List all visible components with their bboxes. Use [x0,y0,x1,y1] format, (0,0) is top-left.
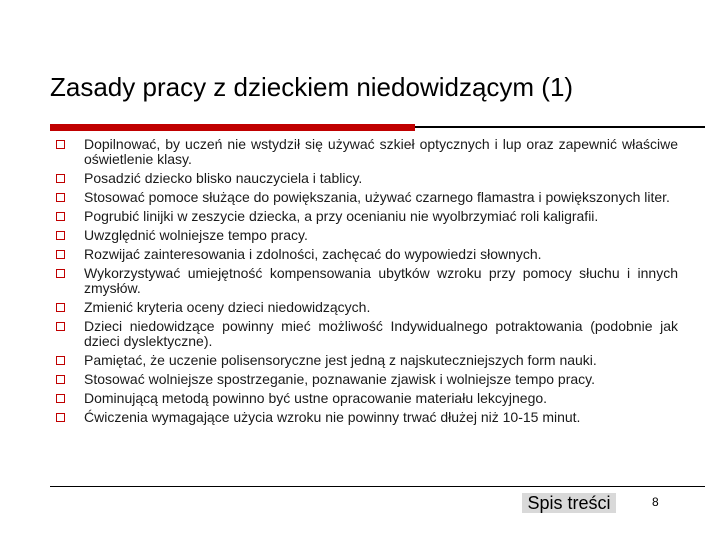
slide-title: Zasady pracy z dzieckiem niedowidzącym (1) [50,72,574,102]
list-item [56,266,678,296]
title-accent-bar [50,124,415,131]
square-bullet-icon [56,375,65,384]
square-bullet-icon [56,269,65,278]
list-item [56,319,678,349]
list-item [56,171,678,186]
list-item [56,247,678,262]
list-item-text: Dopilnować, by uczeń nie wstydził się używać szkieł optycznych i lup oraz zapewnić właściwe oświetlenie klasy. [84,136,678,167]
square-bullet-icon [56,174,65,183]
square-bullet-icon [56,322,65,331]
list-item-text: Pogrubić linijki w zeszycie dziecka, a przy ocenianiu nie wyolbrzymiać roli kaligrafii. [84,208,599,224]
square-bullet-icon [56,212,65,221]
list-item-text: Wykorzystywać umiejętność kompensowania ubytków wzroku przy pomocy słuchu i innych zmysłów. [84,265,678,296]
list-item [56,410,678,425]
square-bullet-icon [56,140,65,149]
square-bullet-icon [56,193,65,202]
square-bullet-icon [56,394,65,403]
list-item [56,353,678,368]
list-item [56,228,678,243]
footer-divider [50,486,705,487]
toc-link-button[interactable]: Spis treści [522,493,616,513]
square-bullet-icon [56,303,65,312]
list-item [56,137,678,167]
list-item [56,300,678,315]
square-bullet-icon [56,231,65,240]
square-bullet-icon [56,250,65,259]
list-item [56,372,678,387]
list-item [56,391,678,406]
list-item-text: Pamiętać, że uczenie polisensoryczne jest jedną z najskuteczniejszych form nauki. [84,352,597,368]
list-item [56,209,678,224]
page-number: 8 [652,495,659,509]
list-item-text: Posadzić dziecko blisko nauczyciela i tablicy. [84,170,363,186]
list-item-text: Stosować pomoce służące do powiększania, używać czarnego flamastra i powiększonych liter. [84,189,670,205]
list-item-text: Rozwijać zainteresowania i zdolności, zachęcać do wypowiedzi słownych. [84,246,542,262]
list-item-text: Dzieci niedowidzące powinny mieć możliwość Indywidualnego potraktowania (podobnie jak dzieci dyslektyczne). [84,318,678,349]
list-item-text: Dominującą metodą powinno być ustne opracowanie materiału lekcyjnego. [84,390,548,406]
square-bullet-icon [56,356,65,365]
list-item-text: Ćwiczenia wymagające użycia wzroku nie powinny trwać dłużej niż 10-15 minut. [84,409,581,425]
bullet-list [56,137,678,429]
list-item [56,190,678,205]
list-item-text: Uwzględnić wolniejsze tempo pracy. [84,227,308,243]
list-item-text: Zmienić kryteria oceny dzieci niedowidzących. [84,299,371,315]
square-bullet-icon [56,413,65,422]
list-item-text: Stosować wolniejsze spostrzeganie, poznawanie zjawisk i wolniejsze tempo pracy. [84,371,595,387]
